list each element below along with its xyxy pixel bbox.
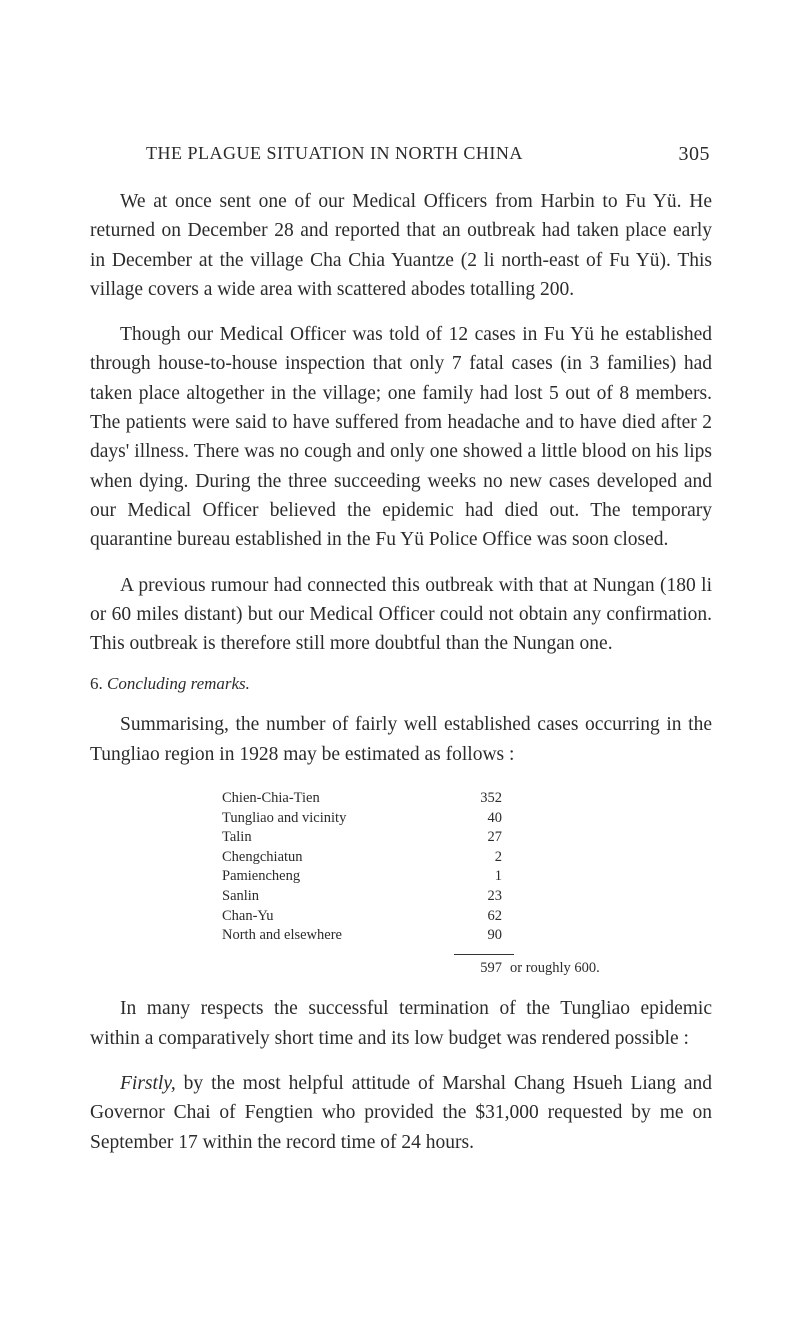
total-count: 597 bbox=[480, 959, 502, 976]
case-count: 90 bbox=[487, 927, 502, 944]
place-name: Talin bbox=[222, 829, 252, 846]
total-note: or roughly 600. bbox=[510, 959, 600, 976]
case-count: 352 bbox=[480, 790, 502, 807]
place-name: North and elsewhere bbox=[222, 927, 342, 944]
section-heading bbox=[90, 674, 712, 694]
cases-table bbox=[222, 789, 702, 978]
table-row bbox=[222, 907, 702, 927]
place-name: Tungliao and vicinity bbox=[222, 809, 347, 826]
place-name: Chien-Chia-Tien bbox=[222, 790, 320, 807]
table-row bbox=[222, 809, 702, 829]
total-divider bbox=[454, 954, 514, 955]
table-row bbox=[222, 828, 702, 848]
firstly-lead: Firstly, bbox=[120, 1072, 176, 1094]
paragraph-summary: Summarising, the number of fairly well established cases occurring in the Tungliao region in 1928 may be estimated as follows : bbox=[90, 714, 712, 765]
firstly-text: by the most helpful attitude of Marshal Chang Hsueh Liang and Governor Chai of Fengtien who provided the $31,000 requested by me on September 17 within the record time of 24 hours. bbox=[90, 1072, 712, 1153]
case-count: 1 bbox=[494, 868, 502, 885]
case-count: 23 bbox=[487, 888, 502, 905]
paragraph-inspection: Though our Medical Officer was told of 12 cases in Fu Yü he established through house-to-house inspection that only 7 fatal cases (in 3 families) had taken place altogether in the village; one family had lost 5 out of 8 members. The patients were said to have suffered from headache and to have died after 2 days' illness. There was no cough and only one showed a little blood on his lips when dying. During the three succeeding weeks no new cases developed and our Medical Officer believed the epidemic had died out. The temporary quarantine bureau established in the Fu Yü Police Office was soon closed. bbox=[90, 324, 712, 551]
paragraph-firstly bbox=[90, 1069, 712, 1157]
total-row bbox=[222, 959, 702, 979]
running-header bbox=[90, 143, 710, 167]
table-row bbox=[222, 789, 702, 809]
table-row bbox=[222, 848, 702, 868]
page-body bbox=[90, 187, 712, 1173]
section-number: 6. bbox=[90, 674, 103, 694]
table-row bbox=[222, 926, 702, 946]
section-title: Concluding remarks. bbox=[107, 674, 250, 694]
table-row bbox=[222, 887, 702, 907]
place-name: Sanlin bbox=[222, 888, 260, 905]
paragraph-closing: In many respects the successful termination of the Tungliao epidemic within a comparatively short time and its low budget was rendered possible : bbox=[90, 998, 712, 1049]
paragraph-fu-yu-outbreak: We at once sent one of our Medical Officers from Harbin to Fu Yü. He returned on December 28 and reported that an outbreak had taken place early in December at the village Cha Chia Yuantze (2 li north-east of Fu Yü). This village covers a wide area with scattered abodes totalling 200. bbox=[90, 191, 712, 300]
case-count: 40 bbox=[487, 809, 502, 826]
case-count: 62 bbox=[487, 907, 502, 924]
running-title: THE PLAGUE SITUATION IN NORTH CHINA bbox=[146, 143, 523, 163]
table-row bbox=[222, 867, 702, 887]
paragraph-nungan-rumour: A previous rumour had connected this outbreak with that at Nungan (180 li or 60 miles distant) but our Medical Officer could not obtain any confirmation. This outbreak is therefore still more doubtful than the Nungan one. bbox=[90, 574, 712, 655]
place-name: Chan-Yu bbox=[222, 907, 274, 924]
case-count: 2 bbox=[494, 848, 502, 865]
page-number: 305 bbox=[678, 143, 710, 165]
case-count: 27 bbox=[487, 829, 502, 846]
place-name: Chengchiatun bbox=[222, 848, 303, 865]
place-name: Pamiencheng bbox=[222, 868, 301, 885]
